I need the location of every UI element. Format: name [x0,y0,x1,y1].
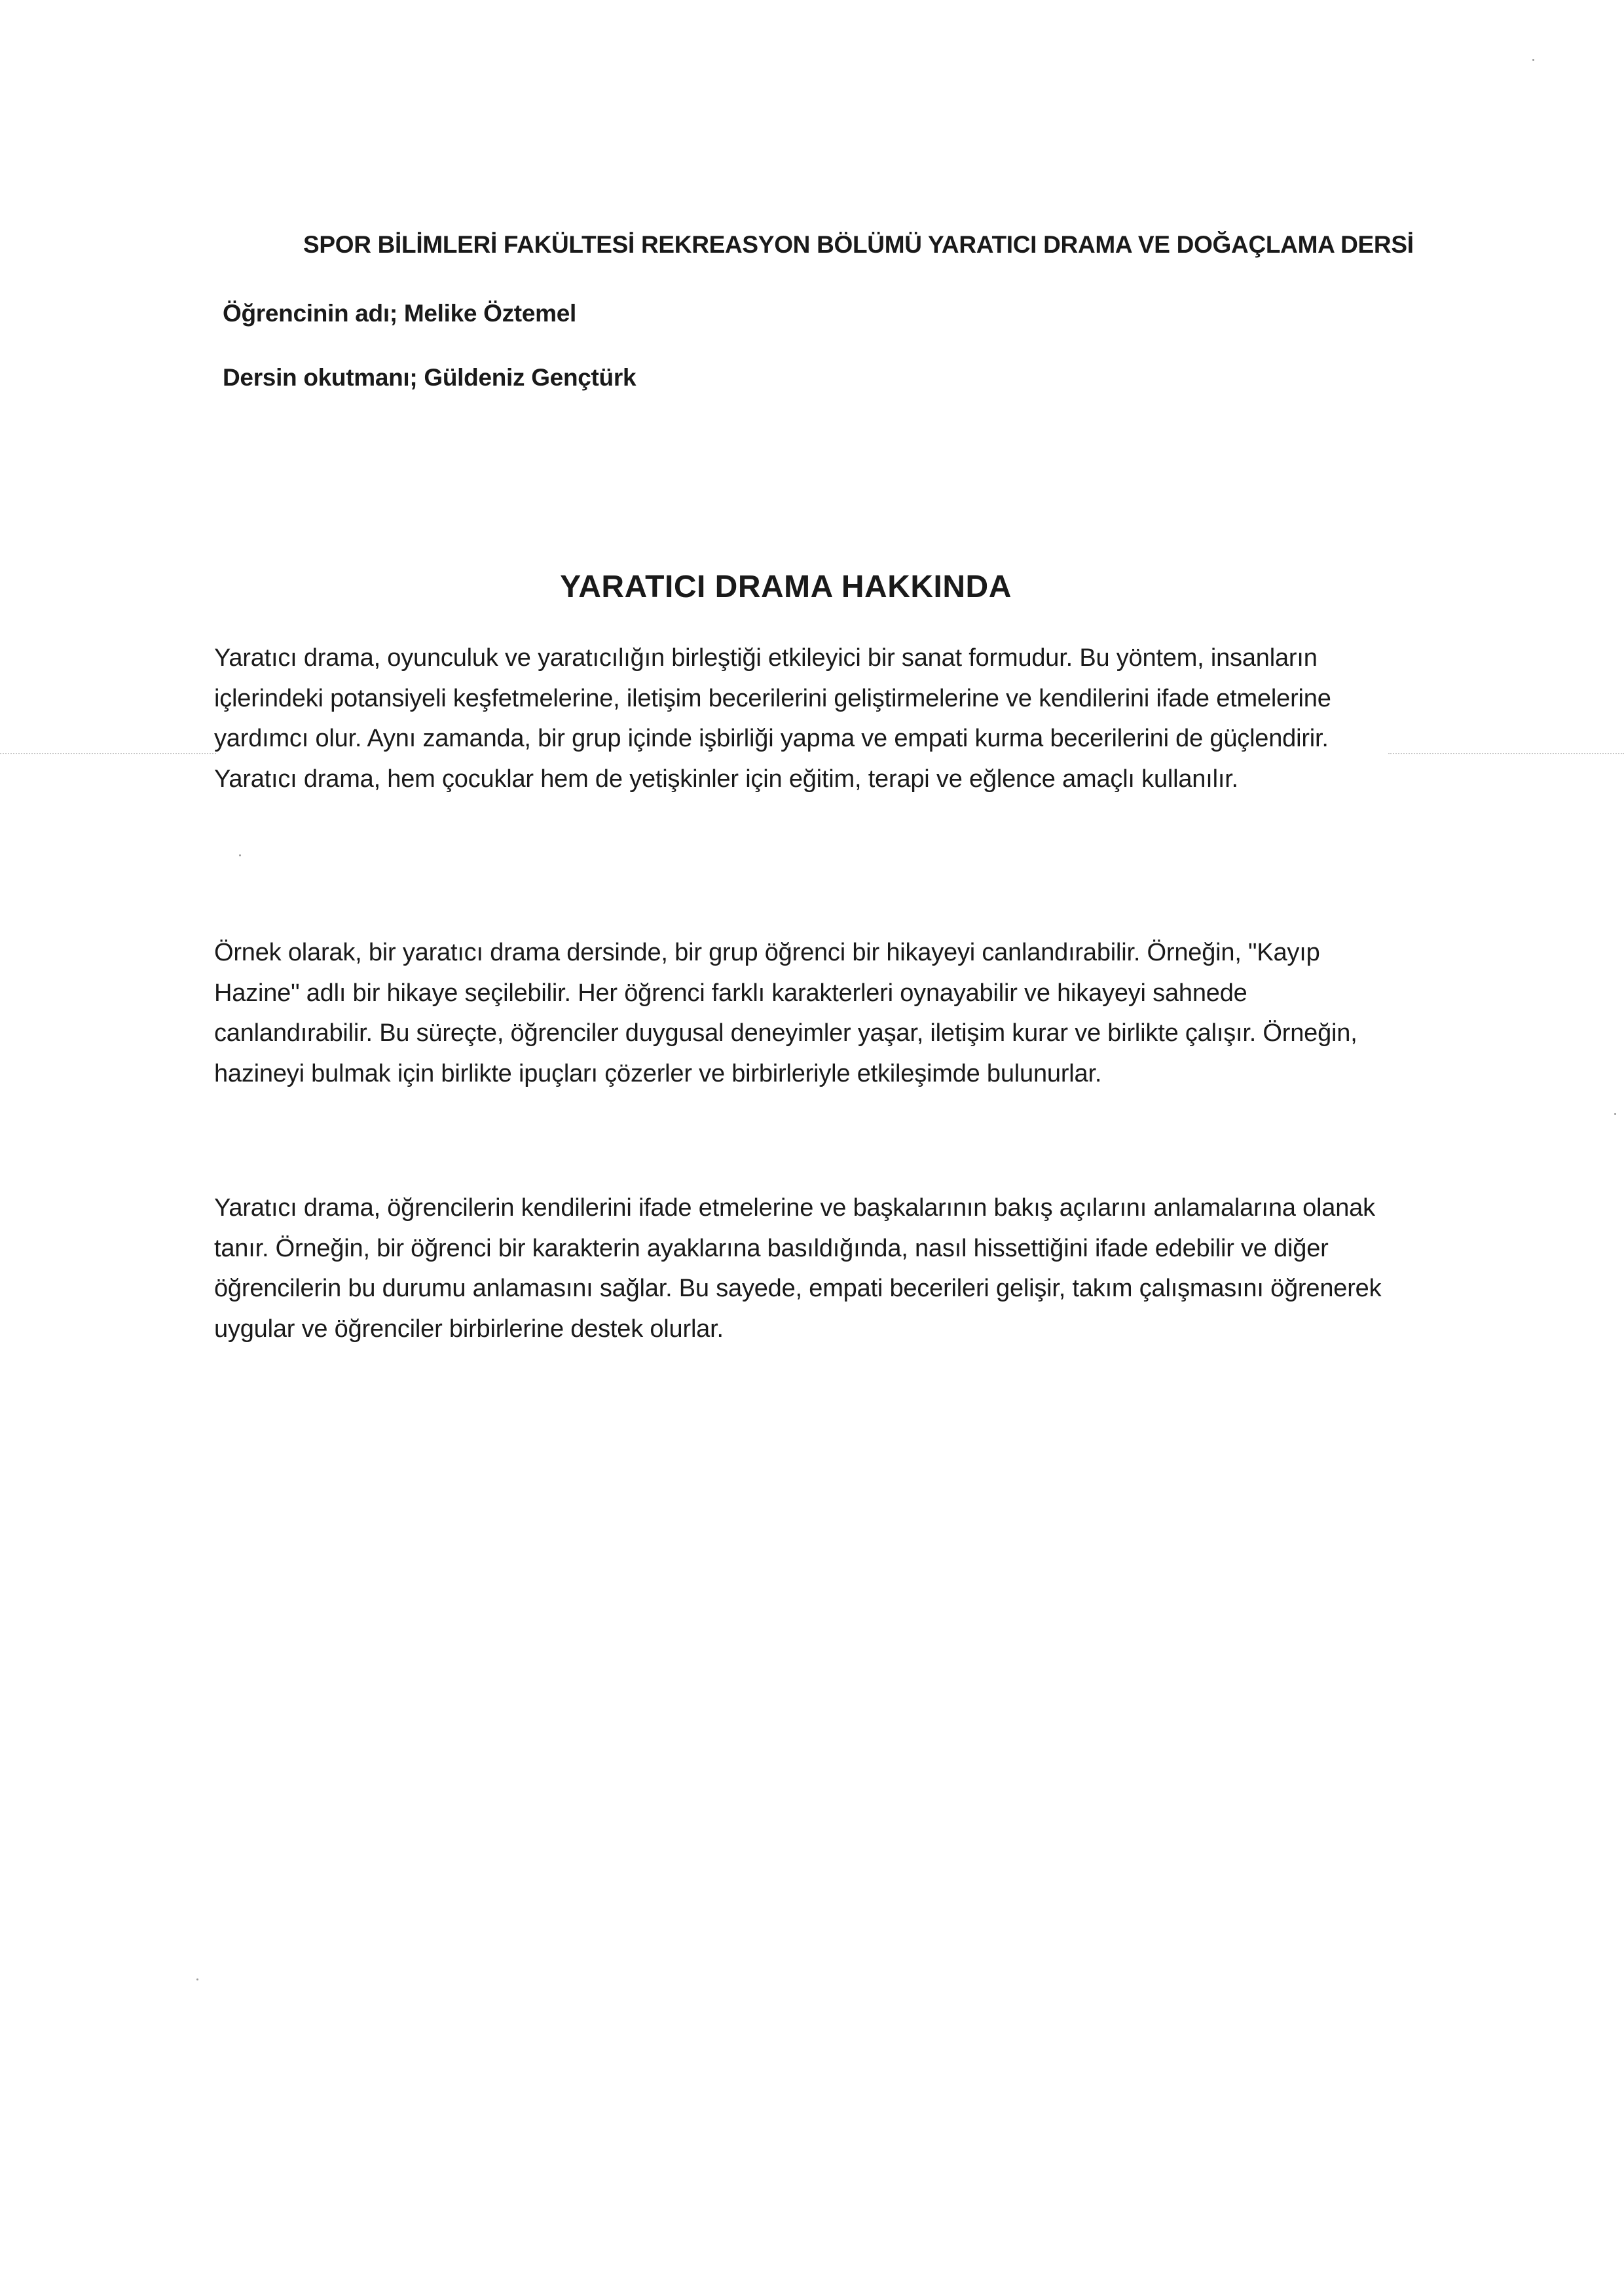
course-title: SPOR BİLİMLERİ FAKÜLTESİ REKREASYON BÖLÜMÜ YARATICI DRAMA VE DOĞAÇLAMA DERSİ [303,231,1414,258]
scan-artifact-line-left [0,753,216,754]
paragraph-example: Örnek olarak, bir yaratıcı drama dersinde, bir grup öğrenci bir hikayeyi canlandırabilir. Örneğin, "Kayıp Hazine" adlı bir hikaye seçilebilir. Her öğrenci farklı karakterleri oynayabilir ve hikayeyi sahnede canlandırabilir. Bu süreçte, öğrenciler duygusal deneyimler yaşar, iletişim kurar ve birlikte çalışır. Örneğin, hazineyi bulmak için birlikte ipuçları çözerler ve birbirleriyle etkileşimde bulunurlar. [214,939,1357,1087]
scan-speck [239,854,241,856]
paragraph-introduction: Yaratıcı drama, oyunculuk ve yaratıcılığın birleştiği etkileyici bir sanat formudur. Bu yöntem, insanların içlerindeki potansiyeli keşfetmelerine, iletişim becerilerini geliştirmelerine ve kendilerini ifade etmelerine yardımcı olur. Aynı zamanda, bir grup içinde işbirliği yapma ve empati kurma becerilerini de güçlendirir. Yaratıcı drama, hem çocuklar hem de yetişkinler için eğitim, terapi ve eğlence amaçlı kullanılır. [214,644,1331,793]
student-name-line: Öğrencinin adı; Melike Öztemel [223,300,576,327]
instructor-name-line: Dersin okutmanı; Güldeniz Gençtürk [223,364,637,391]
scan-speck [1614,1113,1616,1115]
scan-artifact-line-right [1388,753,1624,754]
paragraph-benefits: Yaratıcı drama, öğrencilerin kendilerini ifade etmelerine ve başkalarının bakış açılarını anlamalarına olanak tanır. Örneğin, bir öğrenci bir karakterin ayaklarına basıldığında, nasıl hissettiğini ifade edebilir ve diğer öğrencilerin bu durumu anlamasını sağlar. Bu sayede, empati becerileri gelişir, takım çalışmasını öğrenerek uygular ve öğrenciler birbirlerine destek olurlar. [214,1194,1382,1343]
scan-speck [1532,59,1534,61]
scan-speck [196,1978,198,1980]
document-title: YARATICI DRAMA HAKKINDA [560,570,1012,604]
